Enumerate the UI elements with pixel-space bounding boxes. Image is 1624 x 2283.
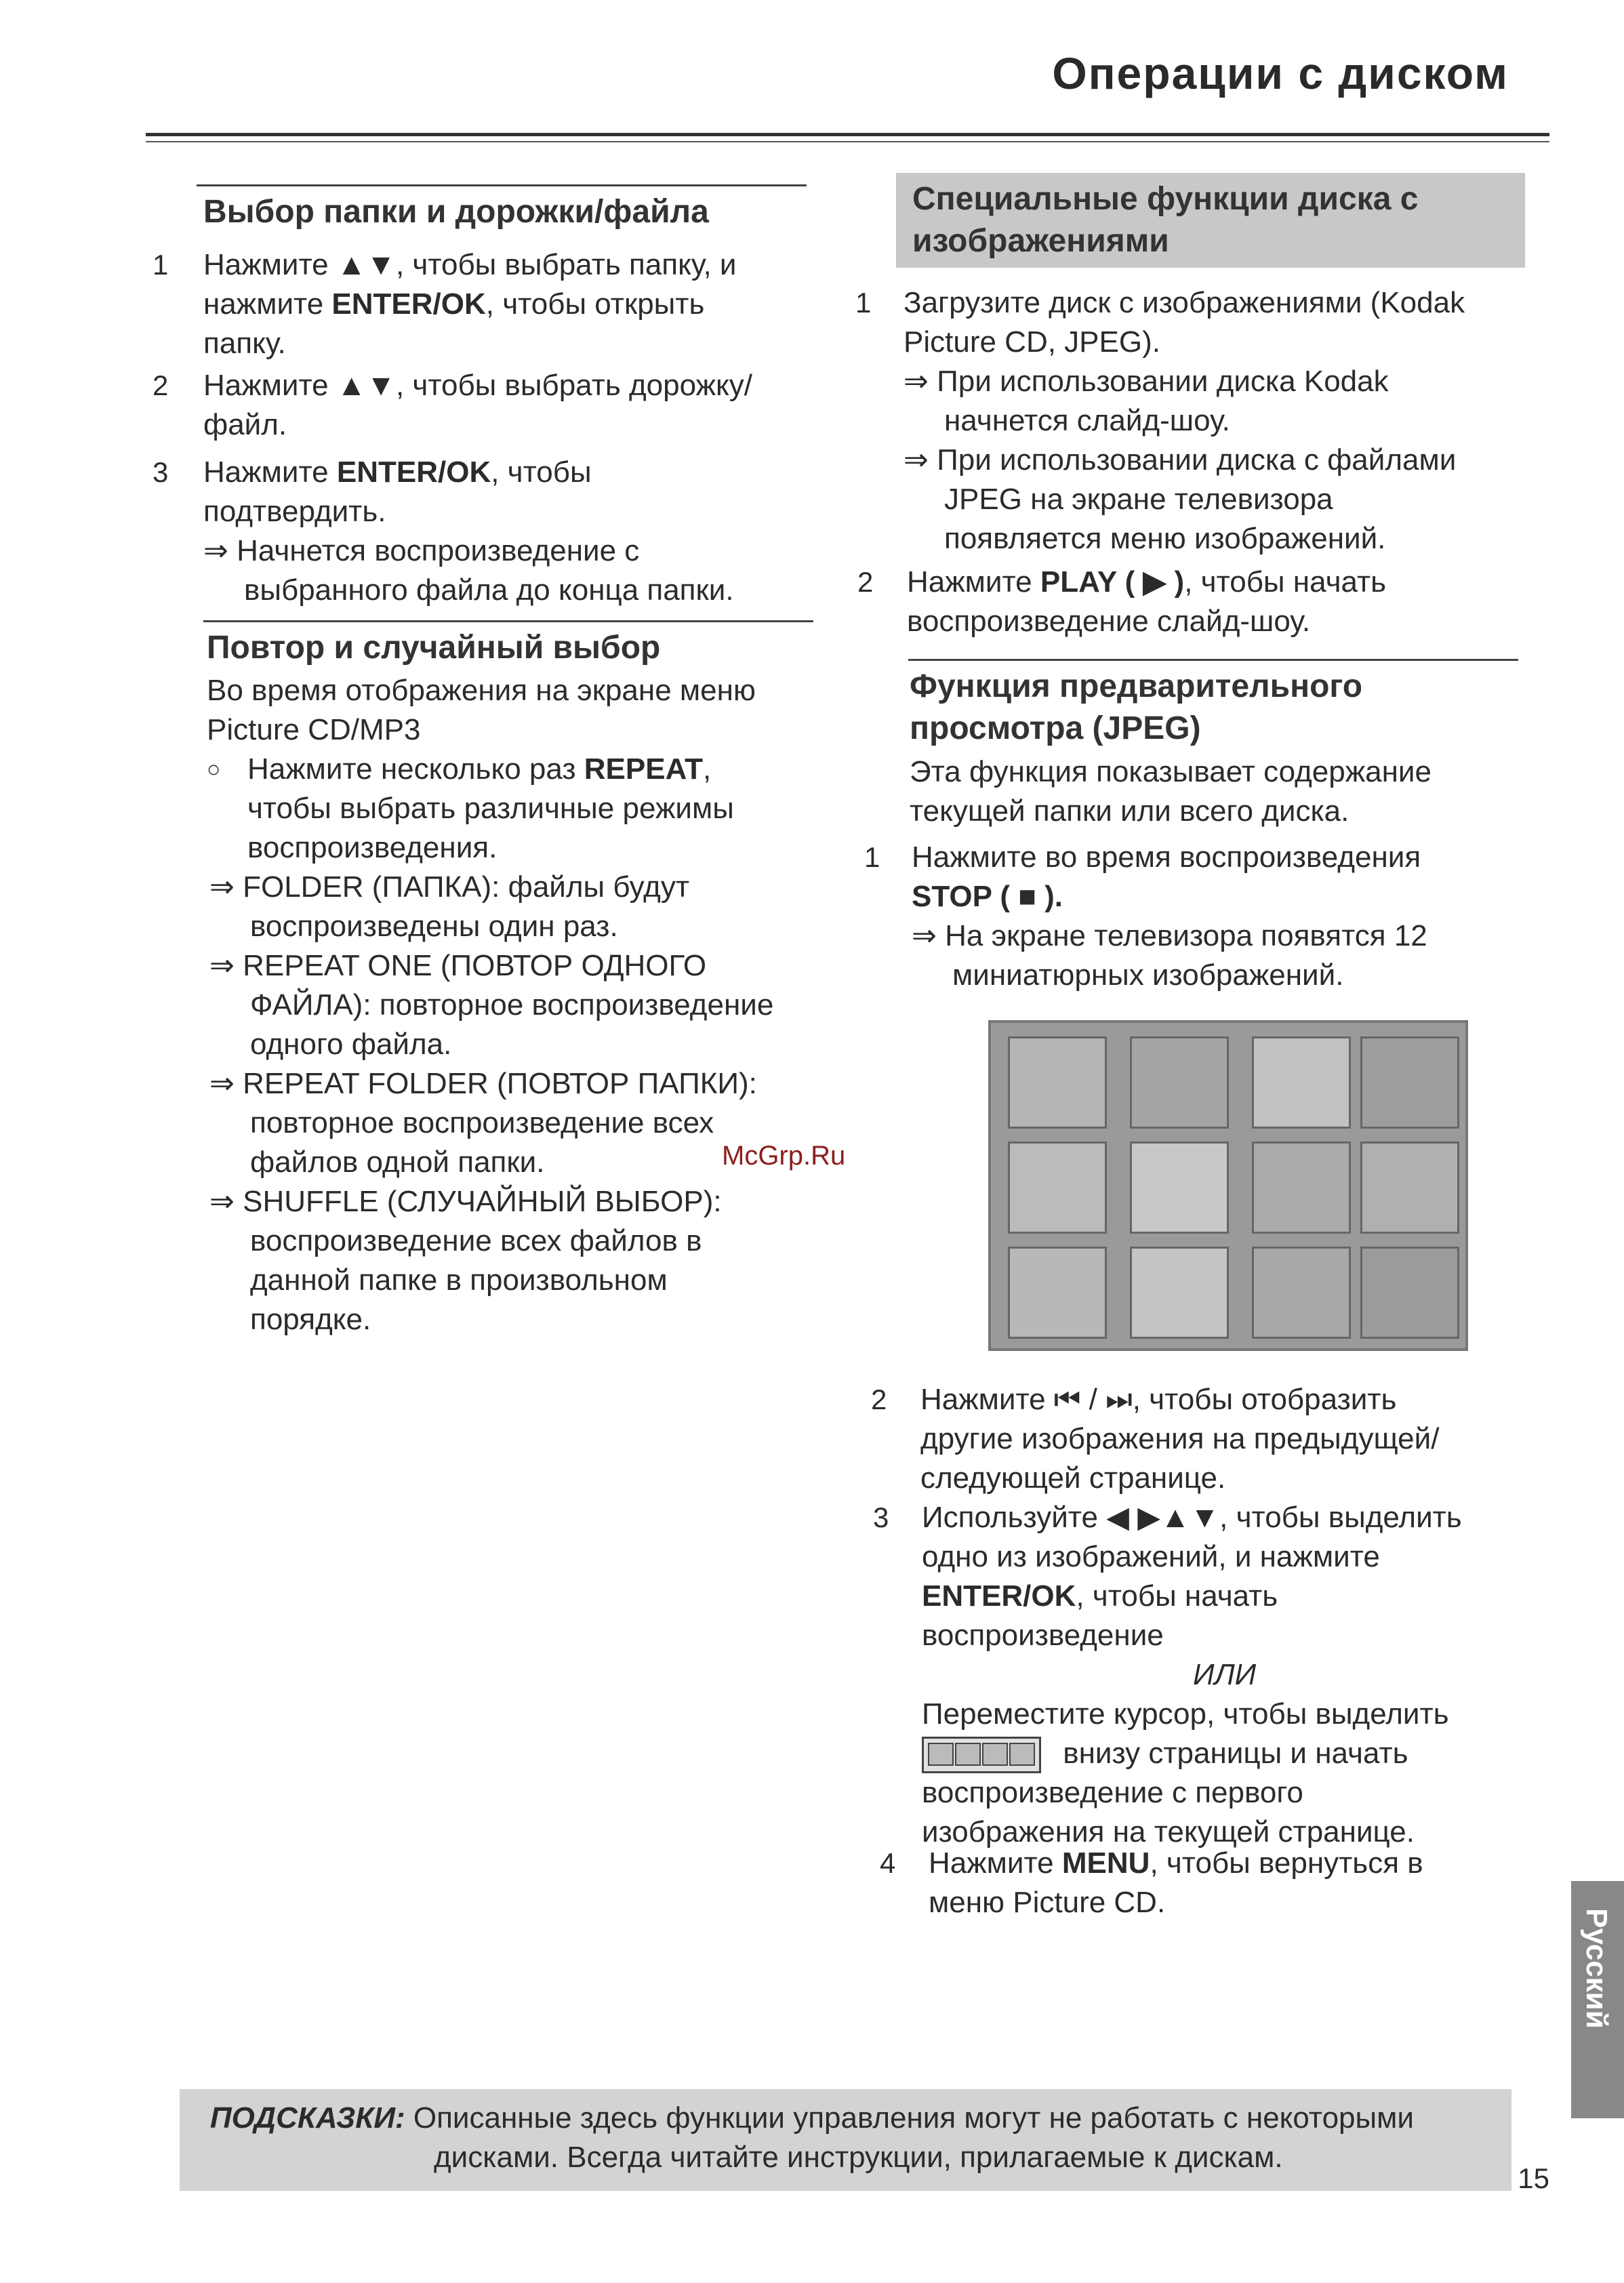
- step-3-text: [203, 453, 827, 610]
- step-result: миниатюрных изображений.: [952, 958, 1344, 992]
- filmstrip-icon: [922, 1737, 1041, 1773]
- title-line: изображениями: [912, 223, 1169, 259]
- step-line: Нажмите ▲▼, чтобы выбрать дорожку/: [203, 369, 752, 402]
- step-line: одно из изображений, и нажмите: [922, 1540, 1380, 1573]
- mode-shuffle: ⇒ SHUFFLE (СЛУЧАЙНЫЙ ВЫБОР):: [209, 1185, 722, 1218]
- step-line: воспроизведение с первого: [922, 1776, 1303, 1810]
- step-1-text: [912, 838, 1556, 995]
- mode-repeat-one: ⇒ REPEAT ONE (ПОВТОР ОДНОГО: [209, 949, 707, 982]
- text: Нажмите несколько раз: [247, 752, 584, 786]
- language-tab-label: Русский: [1580, 1908, 1613, 2029]
- step-result: JPEG на экране телевизора: [944, 483, 1333, 516]
- step-line: папку.: [203, 327, 286, 360]
- mode-line: воспроизведение всех файлов в: [250, 1224, 702, 1257]
- step-number: 2: [857, 566, 874, 598]
- step-line: подтвердить.: [203, 495, 386, 528]
- step-result: ⇒ На экране телевизора появятся 12: [912, 919, 1427, 952]
- bullet-item: [207, 750, 817, 789]
- or-divider: ИЛИ: [1193, 1658, 1257, 1691]
- step-result: начнется слайд-шоу.: [944, 404, 1230, 437]
- text: , чтобы начать: [1184, 565, 1387, 599]
- tips-label: ПОДСКАЗКИ:: [210, 2101, 405, 2135]
- text: Нажмите: [929, 1846, 1062, 1880]
- thumbnail: [1252, 1247, 1351, 1339]
- mode-line: повторное воспроизведение всех: [250, 1106, 714, 1139]
- step-line: изображения на текущей странице.: [922, 1815, 1415, 1849]
- tips-line: [210, 2099, 1498, 2138]
- step-result: ⇒ При использовании диска Kodak: [904, 365, 1389, 398]
- header-rule: [146, 133, 1549, 136]
- intro-line: Picture CD/MP3: [207, 713, 421, 746]
- thumbnail: [1130, 1142, 1229, 1234]
- step-2-text: [920, 1380, 1544, 1498]
- key-stop: STOP ( ■ ).: [912, 880, 1063, 913]
- page-title: Операции с диском: [1052, 48, 1509, 98]
- thumbnail-preview-image: [988, 1020, 1468, 1351]
- step-4-text: [929, 1844, 1552, 1922]
- step-result: выбранного файла до конца папки.: [244, 573, 734, 607]
- step-line: Используйте ◀ ▶▲▼, чтобы выделить: [922, 1501, 1462, 1534]
- text: , чтобы вернуться в: [1150, 1846, 1423, 1880]
- intro-line: текущей папки или всего диска.: [910, 794, 1349, 828]
- text: ,: [702, 752, 712, 786]
- thumbnail: [1130, 1247, 1229, 1339]
- step-number: 3: [873, 1501, 889, 1533]
- step-line: [922, 1577, 1545, 1616]
- step-line: Нажмите ⏮ / ⏭, чтобы отобразить: [920, 1383, 1397, 1416]
- step-number: 2: [153, 369, 169, 401]
- step-3-text: [922, 1498, 1545, 1852]
- step-line: Picture CD, JPEG).: [904, 325, 1160, 359]
- mode-repeat-folder: ⇒ REPEAT FOLDER (ПОВТОР ПАПКИ):: [209, 1067, 757, 1100]
- step-result: ⇒ При использовании диска с файлами: [904, 443, 1457, 477]
- thumbnail: [1360, 1247, 1459, 1339]
- step-line: [203, 453, 827, 492]
- step-line: Нажмите во время воспроизведения: [912, 841, 1421, 874]
- bullet-line: чтобы выбрать различные режимы: [247, 792, 734, 825]
- step-line: воспроизведение: [922, 1619, 1164, 1652]
- text: нажмите: [203, 287, 332, 321]
- mode-line: ФАЙЛА): повторное воспроизведение: [250, 988, 774, 1022]
- text: , чтобы открыть: [485, 287, 705, 321]
- mode-line: порядке.: [250, 1303, 371, 1336]
- section-rule: [197, 184, 807, 186]
- section-title-picture-disc: [896, 173, 1525, 268]
- section-body: [207, 671, 817, 1339]
- text: , чтобы: [491, 456, 592, 489]
- thumbnail: [1130, 1036, 1229, 1129]
- text: Нажмите: [203, 456, 337, 489]
- section-title-folder-select: Выбор папки и дорожки/файла: [203, 194, 709, 230]
- page-number: 15: [1518, 2162, 1549, 2194]
- step-line: следующей странице.: [920, 1461, 1226, 1495]
- title-line: Специальные функции диска с: [912, 181, 1419, 217]
- step-number: 3: [153, 456, 169, 488]
- section-rule: [203, 620, 813, 622]
- section-title-preview: [910, 666, 1362, 750]
- step-2-text: [203, 366, 813, 445]
- step-result: появляется меню изображений.: [944, 522, 1386, 555]
- tips-text: Описанные здесь функции управления могут не работать с некоторыми: [413, 2101, 1414, 2135]
- text: , чтобы начать: [1076, 1579, 1278, 1613]
- watermark: McGrp.Ru: [722, 1141, 846, 1171]
- step-number: 4: [880, 1847, 896, 1879]
- bullet-line: воспроизведения.: [247, 831, 498, 864]
- title-line: просмотра (JPEG): [910, 710, 1201, 746]
- intro-line: Эта функция показывает содержание: [910, 755, 1432, 788]
- key-enter-ok: ENTER/OK: [331, 287, 486, 321]
- mode-line: файлов одной папки.: [250, 1146, 545, 1179]
- tips-content: [210, 2099, 1498, 2177]
- step-number: 1: [864, 841, 880, 873]
- mode-line: одного файла.: [250, 1028, 452, 1061]
- thumbnail: [1252, 1142, 1351, 1234]
- thumbnail: [1360, 1036, 1459, 1129]
- step-number: 1: [153, 249, 169, 281]
- key-play: PLAY ( ▶ ): [1040, 565, 1185, 599]
- thumbnail: [1008, 1142, 1107, 1234]
- tips-text: дисками. Всегда читайте инструкции, прилагаемые к дискам.: [434, 2141, 1283, 2174]
- header-rule-thin: [146, 141, 1549, 142]
- step-line: Нажмите ▲▼, чтобы выбрать папку, и: [203, 248, 737, 281]
- mode-line: воспроизведены один раз.: [250, 910, 618, 943]
- step-line: воспроизведение слайд-шоу.: [907, 605, 1311, 638]
- step-line: [203, 285, 813, 324]
- key-menu: MENU: [1061, 1846, 1150, 1880]
- thumbnail: [1008, 1247, 1107, 1339]
- thumbnail: [1360, 1142, 1459, 1234]
- section-rule: [908, 659, 1518, 661]
- step-line: Загрузите диск с изображениями (Kodak: [904, 286, 1465, 319]
- title-line: Функция предварительного: [910, 668, 1363, 704]
- step-number: 1: [855, 287, 872, 319]
- tips-box: [180, 2089, 1511, 2191]
- intro-line: Во время отображения на экране меню: [207, 674, 756, 707]
- step-result: ⇒ Начнется воспроизведение с: [203, 534, 640, 567]
- step-line: другие изображения на предыдущей/: [920, 1422, 1440, 1455]
- bullet-icon: ○: [207, 756, 221, 782]
- key-repeat: REPEAT: [584, 752, 703, 786]
- text: внизу страницы и начать: [1063, 1737, 1408, 1770]
- thumbnail: [1008, 1036, 1107, 1129]
- step-number: 2: [871, 1383, 887, 1415]
- section-title-repeat-shuffle: Повтор и случайный выбор: [207, 630, 661, 666]
- key-enter-ok: ENTER/OK: [922, 1579, 1076, 1613]
- key-enter-ok: ENTER/OK: [336, 456, 491, 489]
- step-2-text: [907, 563, 1551, 641]
- mode-folder: ⇒ FOLDER (ПАПКА): файлы будут: [209, 870, 689, 904]
- section-intro: [910, 752, 1554, 831]
- step-line: [929, 1844, 1552, 1883]
- step-line: Переместите курсор, чтобы выделить: [922, 1697, 1449, 1731]
- text: Нажмите: [907, 565, 1040, 599]
- step-1-text: [904, 283, 1547, 559]
- mode-line: данной папке в произвольном: [250, 1264, 668, 1297]
- step-1-text: [203, 245, 813, 363]
- language-tab: [1571, 1881, 1624, 2118]
- step-line: [907, 563, 1551, 602]
- step-line: меню Picture CD.: [929, 1886, 1166, 1919]
- step-line: [922, 1734, 1545, 1773]
- thumbnail: [1252, 1036, 1351, 1129]
- step-line: файл.: [203, 408, 287, 441]
